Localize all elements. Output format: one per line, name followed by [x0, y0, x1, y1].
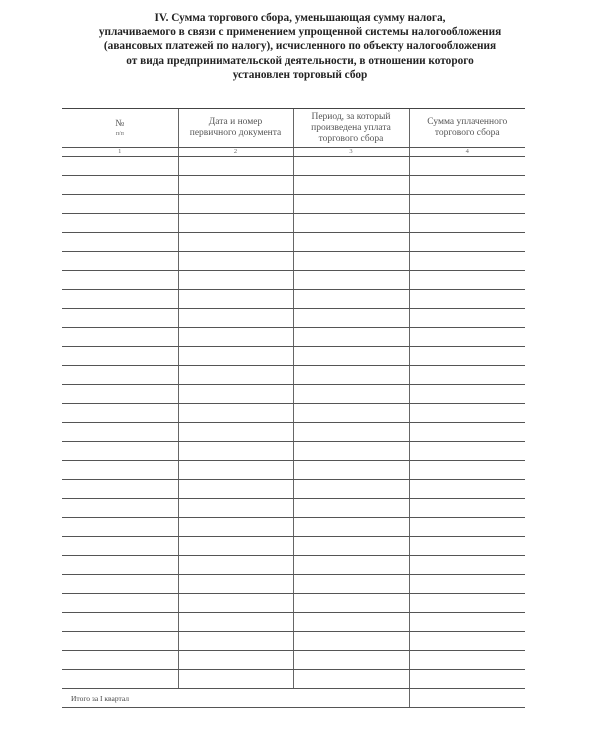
- table-cell[interactable]: [178, 290, 293, 309]
- table-cell[interactable]: [409, 385, 525, 404]
- table-cell[interactable]: [62, 537, 178, 556]
- table-cell[interactable]: [62, 423, 178, 442]
- table-cell[interactable]: [178, 537, 293, 556]
- table-cell[interactable]: [178, 613, 293, 632]
- table-cell[interactable]: [178, 480, 293, 499]
- table-cell[interactable]: [62, 347, 178, 366]
- table-row: [62, 309, 525, 328]
- table-cell[interactable]: [409, 309, 525, 328]
- table-cell[interactable]: [409, 290, 525, 309]
- table-cell[interactable]: [178, 499, 293, 518]
- table-cell[interactable]: [178, 423, 293, 442]
- table-cell[interactable]: [409, 632, 525, 651]
- table-cell[interactable]: [62, 404, 178, 423]
- table-cell[interactable]: [409, 366, 525, 385]
- total-row: [62, 689, 525, 708]
- table-cell[interactable]: [62, 385, 178, 404]
- table-row: [62, 423, 525, 442]
- table-cell[interactable]: [409, 233, 525, 252]
- table-cell[interactable]: [62, 461, 178, 480]
- column-number-row: [62, 148, 525, 157]
- header-line: торгового сбора: [434, 128, 500, 138]
- table-cell[interactable]: [178, 518, 293, 537]
- table-cell[interactable]: [178, 556, 293, 575]
- table-cell[interactable]: [293, 575, 409, 594]
- table-cell[interactable]: [178, 575, 293, 594]
- table-cell[interactable]: [62, 442, 178, 461]
- table-cell[interactable]: [409, 347, 525, 366]
- header-line: Период, за который: [311, 111, 391, 122]
- table-cell[interactable]: [62, 252, 178, 271]
- table-cell[interactable]: [178, 176, 293, 195]
- title-line: (авансовых платежей по налогу), исчисленного по объекту налогообложения: [103, 40, 497, 53]
- table-cell[interactable]: [293, 157, 409, 176]
- column-number: 4: [409, 148, 525, 157]
- table-cell[interactable]: [62, 670, 178, 689]
- table-cell[interactable]: [62, 651, 178, 670]
- table-cell[interactable]: [178, 442, 293, 461]
- table-row: [62, 290, 525, 309]
- header-line: произведена уплата: [311, 122, 391, 133]
- section-title: [40, 11, 560, 82]
- table-cell[interactable]: [293, 670, 409, 689]
- table-cell[interactable]: [293, 233, 409, 252]
- table-cell[interactable]: [178, 594, 293, 613]
- table-cell[interactable]: [409, 252, 525, 271]
- table-cell[interactable]: [409, 404, 525, 423]
- header-number-sublabel: п/п: [115, 130, 124, 137]
- column-number: 2: [178, 148, 293, 157]
- header-line: первичного документа: [189, 128, 282, 138]
- table-cell[interactable]: [62, 290, 178, 309]
- table-cell[interactable]: [293, 176, 409, 195]
- table-cell[interactable]: [178, 309, 293, 328]
- table-row: [62, 575, 525, 594]
- table-cell[interactable]: [62, 594, 178, 613]
- table-cell[interactable]: [62, 195, 178, 214]
- table-cell[interactable]: [62, 328, 178, 347]
- table-cell[interactable]: [293, 461, 409, 480]
- table-cell[interactable]: [62, 518, 178, 537]
- table-row: [62, 651, 525, 670]
- title-line: уплачиваемого в связи с применением упрощенной системы налогообложения: [98, 26, 502, 39]
- table-cell[interactable]: [62, 271, 178, 290]
- header-fee-amount: [409, 109, 525, 148]
- table-cell[interactable]: [409, 157, 525, 176]
- header-payment-period: [293, 109, 409, 148]
- table-cell[interactable]: [409, 328, 525, 347]
- table-cell[interactable]: [293, 385, 409, 404]
- table-cell[interactable]: [409, 518, 525, 537]
- table-cell[interactable]: [62, 214, 178, 233]
- table-cell[interactable]: [293, 252, 409, 271]
- table-cell[interactable]: [178, 328, 293, 347]
- table-cell[interactable]: [178, 271, 293, 290]
- table-cell[interactable]: [178, 347, 293, 366]
- table-row: [62, 328, 525, 347]
- table-cell[interactable]: [293, 480, 409, 499]
- trade-fee-table: [62, 108, 525, 708]
- table-cell[interactable]: [62, 157, 178, 176]
- table-cell[interactable]: [293, 423, 409, 442]
- table-cell[interactable]: [409, 651, 525, 670]
- table-cell[interactable]: [409, 499, 525, 518]
- table-cell[interactable]: [293, 290, 409, 309]
- table-row: [62, 518, 525, 537]
- table-cell[interactable]: [178, 157, 293, 176]
- table-cell[interactable]: [293, 594, 409, 613]
- table-row: [62, 214, 525, 233]
- table-row: [62, 195, 525, 214]
- table-cell[interactable]: [62, 499, 178, 518]
- table-cell[interactable]: [178, 214, 293, 233]
- table-cell[interactable]: [178, 461, 293, 480]
- table-cell[interactable]: [409, 176, 525, 195]
- table-row: [62, 670, 525, 689]
- table-cell[interactable]: [293, 556, 409, 575]
- table-cell[interactable]: [293, 195, 409, 214]
- table-cell[interactable]: [409, 670, 525, 689]
- table-cell[interactable]: [62, 366, 178, 385]
- table-cell[interactable]: [62, 309, 178, 328]
- table-row: [62, 385, 525, 404]
- column-number: 3: [293, 148, 409, 157]
- header-row-number: [62, 109, 178, 148]
- table-cell[interactable]: [293, 613, 409, 632]
- table-row: [62, 233, 525, 252]
- table-row: [62, 157, 525, 176]
- table-cell[interactable]: [178, 385, 293, 404]
- table-cell[interactable]: [293, 347, 409, 366]
- table-cell[interactable]: [293, 214, 409, 233]
- table-cell[interactable]: [409, 423, 525, 442]
- table-row: [62, 442, 525, 461]
- table-cell[interactable]: [293, 271, 409, 290]
- table-cell[interactable]: [409, 613, 525, 632]
- table-row: [62, 594, 525, 613]
- title-line: от вида предпринимательской деятельности, в отношении которого: [126, 54, 474, 67]
- title-line: установлен торговый сбор: [232, 68, 368, 81]
- table-cell[interactable]: [293, 537, 409, 556]
- table-row: [62, 556, 525, 575]
- table-cell[interactable]: [62, 575, 178, 594]
- table-cell[interactable]: [62, 632, 178, 651]
- table-row: [62, 499, 525, 518]
- table-cell[interactable]: [409, 575, 525, 594]
- table-cell[interactable]: [293, 442, 409, 461]
- table-cell[interactable]: [409, 480, 525, 499]
- table-row: [62, 480, 525, 499]
- table-cell[interactable]: [409, 537, 525, 556]
- table-cell[interactable]: [178, 252, 293, 271]
- table-cell[interactable]: [293, 309, 409, 328]
- header-number-label: №: [115, 118, 125, 129]
- table-row: [62, 404, 525, 423]
- table-cell[interactable]: [62, 176, 178, 195]
- table-cell[interactable]: [178, 651, 293, 670]
- table-cell[interactable]: [178, 404, 293, 423]
- table-cell[interactable]: [409, 271, 525, 290]
- header-document-date-number: [178, 109, 293, 148]
- table-row: [62, 366, 525, 385]
- table-cell[interactable]: [409, 195, 525, 214]
- table-cell[interactable]: [409, 442, 525, 461]
- table-cell[interactable]: [62, 480, 178, 499]
- table-cell[interactable]: [62, 613, 178, 632]
- table-cell[interactable]: [409, 594, 525, 613]
- table-cell[interactable]: [293, 632, 409, 651]
- total-amount-cell[interactable]: [409, 689, 525, 708]
- table-cell[interactable]: [178, 366, 293, 385]
- column-number: 1: [62, 148, 178, 157]
- table-row: [62, 271, 525, 290]
- table-cell[interactable]: [178, 233, 293, 252]
- table-cell[interactable]: [293, 651, 409, 670]
- table-cell[interactable]: [178, 670, 293, 689]
- table-cell[interactable]: [409, 214, 525, 233]
- table-row: [62, 176, 525, 195]
- table-cell[interactable]: [62, 556, 178, 575]
- table-row: [62, 252, 525, 271]
- table-cell[interactable]: [293, 328, 409, 347]
- table-row: [62, 613, 525, 632]
- table-cell[interactable]: [409, 461, 525, 480]
- table-cell[interactable]: [293, 499, 409, 518]
- table-row: [62, 347, 525, 366]
- header-line: Сумма уплаченного: [427, 117, 508, 127]
- header-line: Дата и номер: [208, 117, 263, 127]
- table-cell[interactable]: [409, 556, 525, 575]
- table-row: [62, 537, 525, 556]
- table-cell[interactable]: [178, 632, 293, 651]
- table-cell[interactable]: [293, 518, 409, 537]
- table-cell[interactable]: [293, 404, 409, 423]
- table-row: [62, 461, 525, 480]
- table-cell[interactable]: [62, 233, 178, 252]
- header-line: торгового сбора: [318, 133, 384, 144]
- table-header-row: [62, 109, 525, 148]
- table-cell[interactable]: [178, 195, 293, 214]
- title-line: IV. Сумма торгового сбора, уменьшающая сумму налога,: [154, 12, 446, 24]
- table-row: [62, 632, 525, 651]
- table-cell[interactable]: [293, 366, 409, 385]
- total-label: Итого за I квартал: [62, 689, 409, 708]
